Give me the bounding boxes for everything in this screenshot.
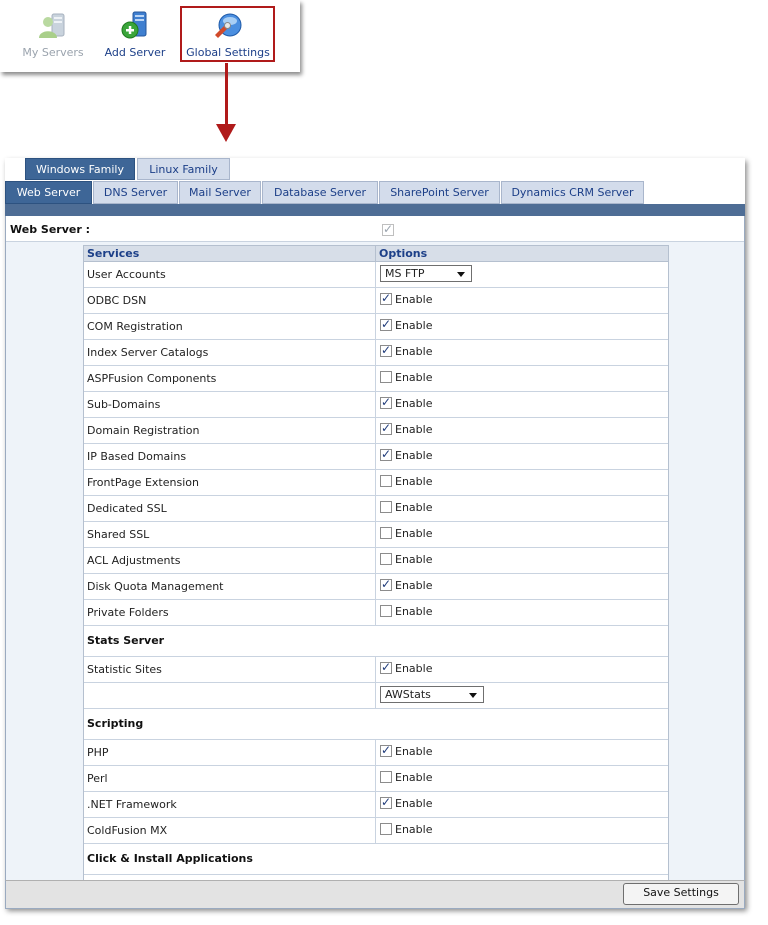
global-settings-label: Global Settings [186,46,270,59]
enable-checkbox[interactable] [380,423,392,435]
service-name: Perl [87,772,108,785]
add-server-icon [118,8,152,42]
table-row [84,392,668,418]
settings-panel [5,158,745,908]
enable-toggle[interactable] [380,500,432,514]
table-row [84,740,668,766]
table-row [84,792,668,818]
enable-label: Enable [395,822,433,836]
enable-toggle[interactable] [380,292,432,306]
service-name: Private Folders [87,606,169,619]
enable-toggle[interactable] [380,474,432,488]
enable-checkbox[interactable] [380,397,392,409]
table-row [84,340,668,366]
table-row [84,818,668,844]
enable-label: Enable [395,526,433,540]
enable-label: Enable [395,796,433,810]
enable-checkbox[interactable] [380,449,392,461]
enable-toggle[interactable] [380,422,432,436]
enable-toggle[interactable] [380,344,432,358]
enable-checkbox[interactable] [380,771,392,783]
server-tabs [5,181,745,204]
table-row [84,262,668,288]
service-name: Statistic Sites [87,663,162,676]
enable-toggle[interactable] [380,770,432,784]
table-row [84,496,668,522]
table-row [84,314,668,340]
tab-mail-server[interactable]: Mail Server [179,181,261,204]
statistic-sites-toggle[interactable] [380,661,432,675]
section-title: Click & Install Applications [87,852,253,865]
section-title: Scripting [87,717,144,730]
callout-arrow-icon [216,124,236,142]
tab-windows-family[interactable]: Windows Family [25,158,135,180]
tab-web-server[interactable]: Web Server [5,181,92,204]
tab-content-header-bar [5,204,745,216]
enable-toggle[interactable] [380,526,432,540]
user-accounts-value: MS FTP [385,267,425,280]
options-column-header: Options [379,247,428,260]
service-name: .NET Framework [87,798,177,811]
service-name: Domain Registration [87,424,200,437]
enable-label: Enable [395,318,433,332]
enable-label: Enable [395,344,433,358]
enable-checkbox[interactable] [380,605,392,617]
services-table [83,245,669,896]
enable-checkbox[interactable] [380,475,392,487]
table-row [84,600,668,626]
enable-checkbox[interactable] [380,553,392,565]
services-column-header: Services [87,247,140,260]
enable-label: Enable [395,578,433,592]
enable-toggle[interactable] [380,318,432,332]
table-row [84,522,668,548]
enable-label: Enable [395,474,433,488]
tab-linux-family[interactable]: Linux Family [137,158,230,180]
table-row [84,766,668,792]
enable-checkbox[interactable] [380,501,392,513]
service-name: User Accounts [87,268,166,281]
service-name: ACL Adjustments [87,554,181,567]
enable-label: Enable [395,770,433,784]
tab-database-server[interactable]: Database Server [262,181,378,204]
footer-bar [5,880,745,909]
service-name: ColdFusion MX [87,824,168,837]
enable-checkbox[interactable] [380,345,392,357]
table-row [84,548,668,574]
user-accounts-select[interactable] [380,265,472,282]
stats-select[interactable] [380,686,484,703]
service-name: Sub-Domains [87,398,161,411]
enable-checkbox[interactable] [380,579,392,591]
my-servers-label: My Servers [22,46,84,59]
web-server-label: Web Server : [10,223,90,236]
enable-toggle[interactable] [380,578,432,592]
enable-label: Enable [395,500,433,514]
service-name: ASPFusion Components [87,372,217,385]
enable-label: Enable [395,422,433,436]
enable-toggle[interactable] [380,796,432,810]
tab-dns-server[interactable]: DNS Server [93,181,178,204]
enable-label: Enable [395,396,433,410]
dropdown-caret-icon [469,693,477,698]
section-scripting [84,709,668,740]
table-row [84,683,668,709]
table-row [84,288,668,314]
enable-toggle[interactable] [380,822,432,836]
stats-value: AWStats [385,688,431,701]
enable-toggle[interactable] [380,552,432,566]
enable-checkbox[interactable] [380,797,392,809]
section-click-install [84,844,668,875]
tab-sharepoint-server[interactable]: SharePoint Server [379,181,500,204]
service-name: ODBC DSN [87,294,147,307]
service-name: Index Server Catalogs [87,346,209,359]
web-server-checkbox [382,223,394,236]
section-title: Stats Server [87,634,165,647]
table-row [84,444,668,470]
service-name: COM Registration [87,320,183,333]
save-settings-button[interactable]: Save Settings [623,883,739,905]
statistic-sites-checkbox[interactable] [380,662,392,674]
table-header [84,246,668,262]
callout-highlight-box [180,6,275,62]
table-row [84,657,668,683]
service-name: IP Based Domains [87,450,187,463]
enable-checkbox[interactable] [380,745,392,757]
tab-dynamics-crm-server[interactable]: Dynamics CRM Server [501,181,644,204]
dropdown-caret-icon [457,272,465,277]
enable-label: Enable [395,448,433,462]
enable-label: Enable [395,292,433,306]
service-name: Disk Quota Management [87,580,224,593]
enable-label: Enable [395,604,433,618]
enable-toggle[interactable] [380,370,432,384]
table-row [84,470,668,496]
servers-user-icon [36,8,70,42]
service-name: PHP [87,746,109,759]
table-row [84,366,668,392]
section-stats-server [84,626,668,657]
table-row [84,574,668,600]
enable-label: Enable [395,370,433,384]
service-name: Dedicated SSL [87,502,167,515]
enable-toggle[interactable] [380,396,432,410]
enable-checkbox[interactable] [380,823,392,835]
enable-checkbox[interactable] [380,371,392,383]
enable-checkbox[interactable] [380,319,392,331]
add-server-label: Add Server [104,46,166,59]
add-server-button[interactable] [100,8,170,59]
enable-toggle[interactable] [380,448,432,462]
enable-toggle[interactable] [380,744,432,758]
table-row [84,418,668,444]
callout-arrow-line [225,63,228,125]
enable-toggle[interactable] [380,604,432,618]
web-server-row [6,216,744,242]
enable-checkbox[interactable] [380,527,392,539]
enable-label: Enable [395,661,433,675]
my-servers-button[interactable] [20,8,86,59]
enable-label: Enable [395,552,433,566]
service-name: Shared SSL [87,528,150,541]
enable-label: Enable [395,744,433,758]
web-server-content [5,216,745,881]
enable-checkbox[interactable] [380,293,392,305]
service-name: FrontPage Extension [87,476,199,489]
